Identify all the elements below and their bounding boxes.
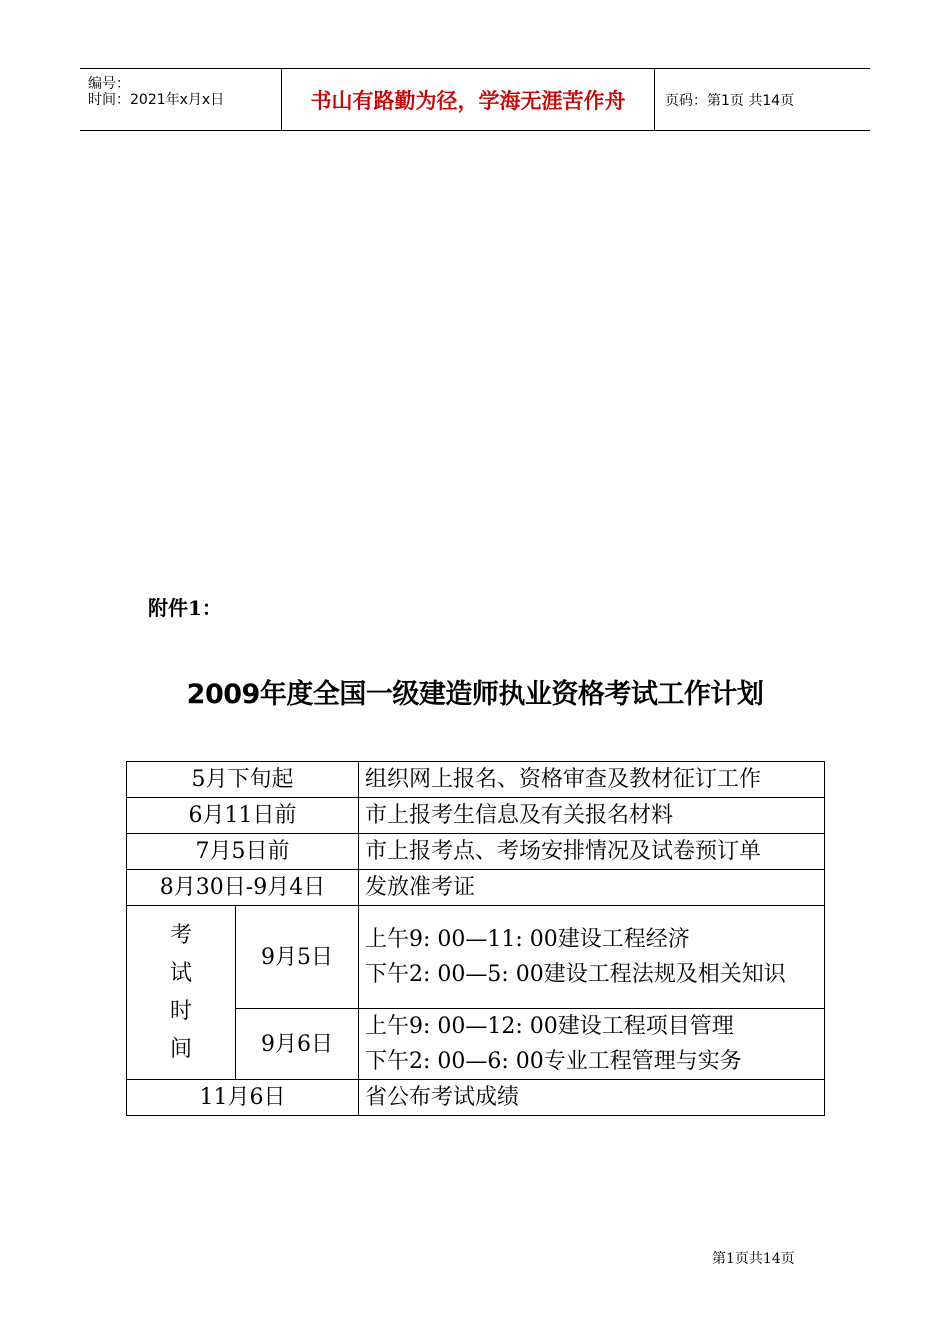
- exam-label-char: 时: [169, 998, 192, 1024]
- exam-label-char: 试: [169, 960, 192, 986]
- row-date: 7月5日前: [127, 834, 359, 870]
- table-row: [127, 870, 825, 906]
- exam-day-desc: [359, 906, 825, 1009]
- exam-day-desc: [359, 1009, 825, 1080]
- row-date: 8月30日-9月4日: [127, 870, 359, 906]
- number-label: 编号：: [88, 76, 130, 92]
- row-date: 5月下旬起: [127, 762, 359, 798]
- header-page-label: 页码：第1页 共14页: [665, 92, 795, 109]
- table-row: [127, 834, 825, 870]
- exam-line: 下午2: 00—6: 00专业工程管理与实务: [365, 1049, 742, 1074]
- exam-label-char: 间: [169, 1036, 192, 1062]
- exam-line: 上午9: 00—12: 00建设工程项目管理: [365, 1014, 734, 1039]
- exam-time-label: [127, 906, 236, 1080]
- attachment-label: 附件1：: [148, 596, 222, 620]
- document-title: 2009年度全国一级建造师执业资格考试工作计划: [186, 679, 764, 710]
- exam-label-char: 考: [169, 922, 192, 948]
- table-row: [127, 762, 825, 798]
- row-desc: 发放准考证: [359, 870, 825, 906]
- row-desc: 市上报考点、考场安排情况及试卷预订单: [359, 834, 825, 870]
- page-header: [80, 68, 870, 131]
- exam-day-date: 9月5日: [236, 906, 359, 1009]
- header-motto: 书山有路勤为径，学海无涯苦作舟: [282, 69, 655, 130]
- table-row: [127, 798, 825, 834]
- exam-line: 下午2: 00—5: 00建设工程法规及相关知识: [365, 962, 786, 987]
- time-label: 时间：2021年x月x日: [88, 92, 225, 108]
- exam-line: 上午9: 00—11: 00建设工程经济: [365, 927, 690, 952]
- table-row: [127, 906, 825, 1009]
- row-date: 11月6日: [127, 1080, 359, 1116]
- row-desc: 省公布考试成绩: [359, 1080, 825, 1116]
- table-row: [127, 1080, 825, 1116]
- header-meta: [80, 69, 282, 130]
- row-desc: 市上报考生信息及有关报名材料: [359, 798, 825, 834]
- exam-day-date: 9月6日: [236, 1009, 359, 1080]
- row-desc: 组织网上报名、资格审查及教材征订工作: [359, 762, 825, 798]
- schedule-table: [126, 761, 825, 1116]
- row-date: 6月11日前: [127, 798, 359, 834]
- page-footer: 第1页共14页: [712, 1251, 795, 1267]
